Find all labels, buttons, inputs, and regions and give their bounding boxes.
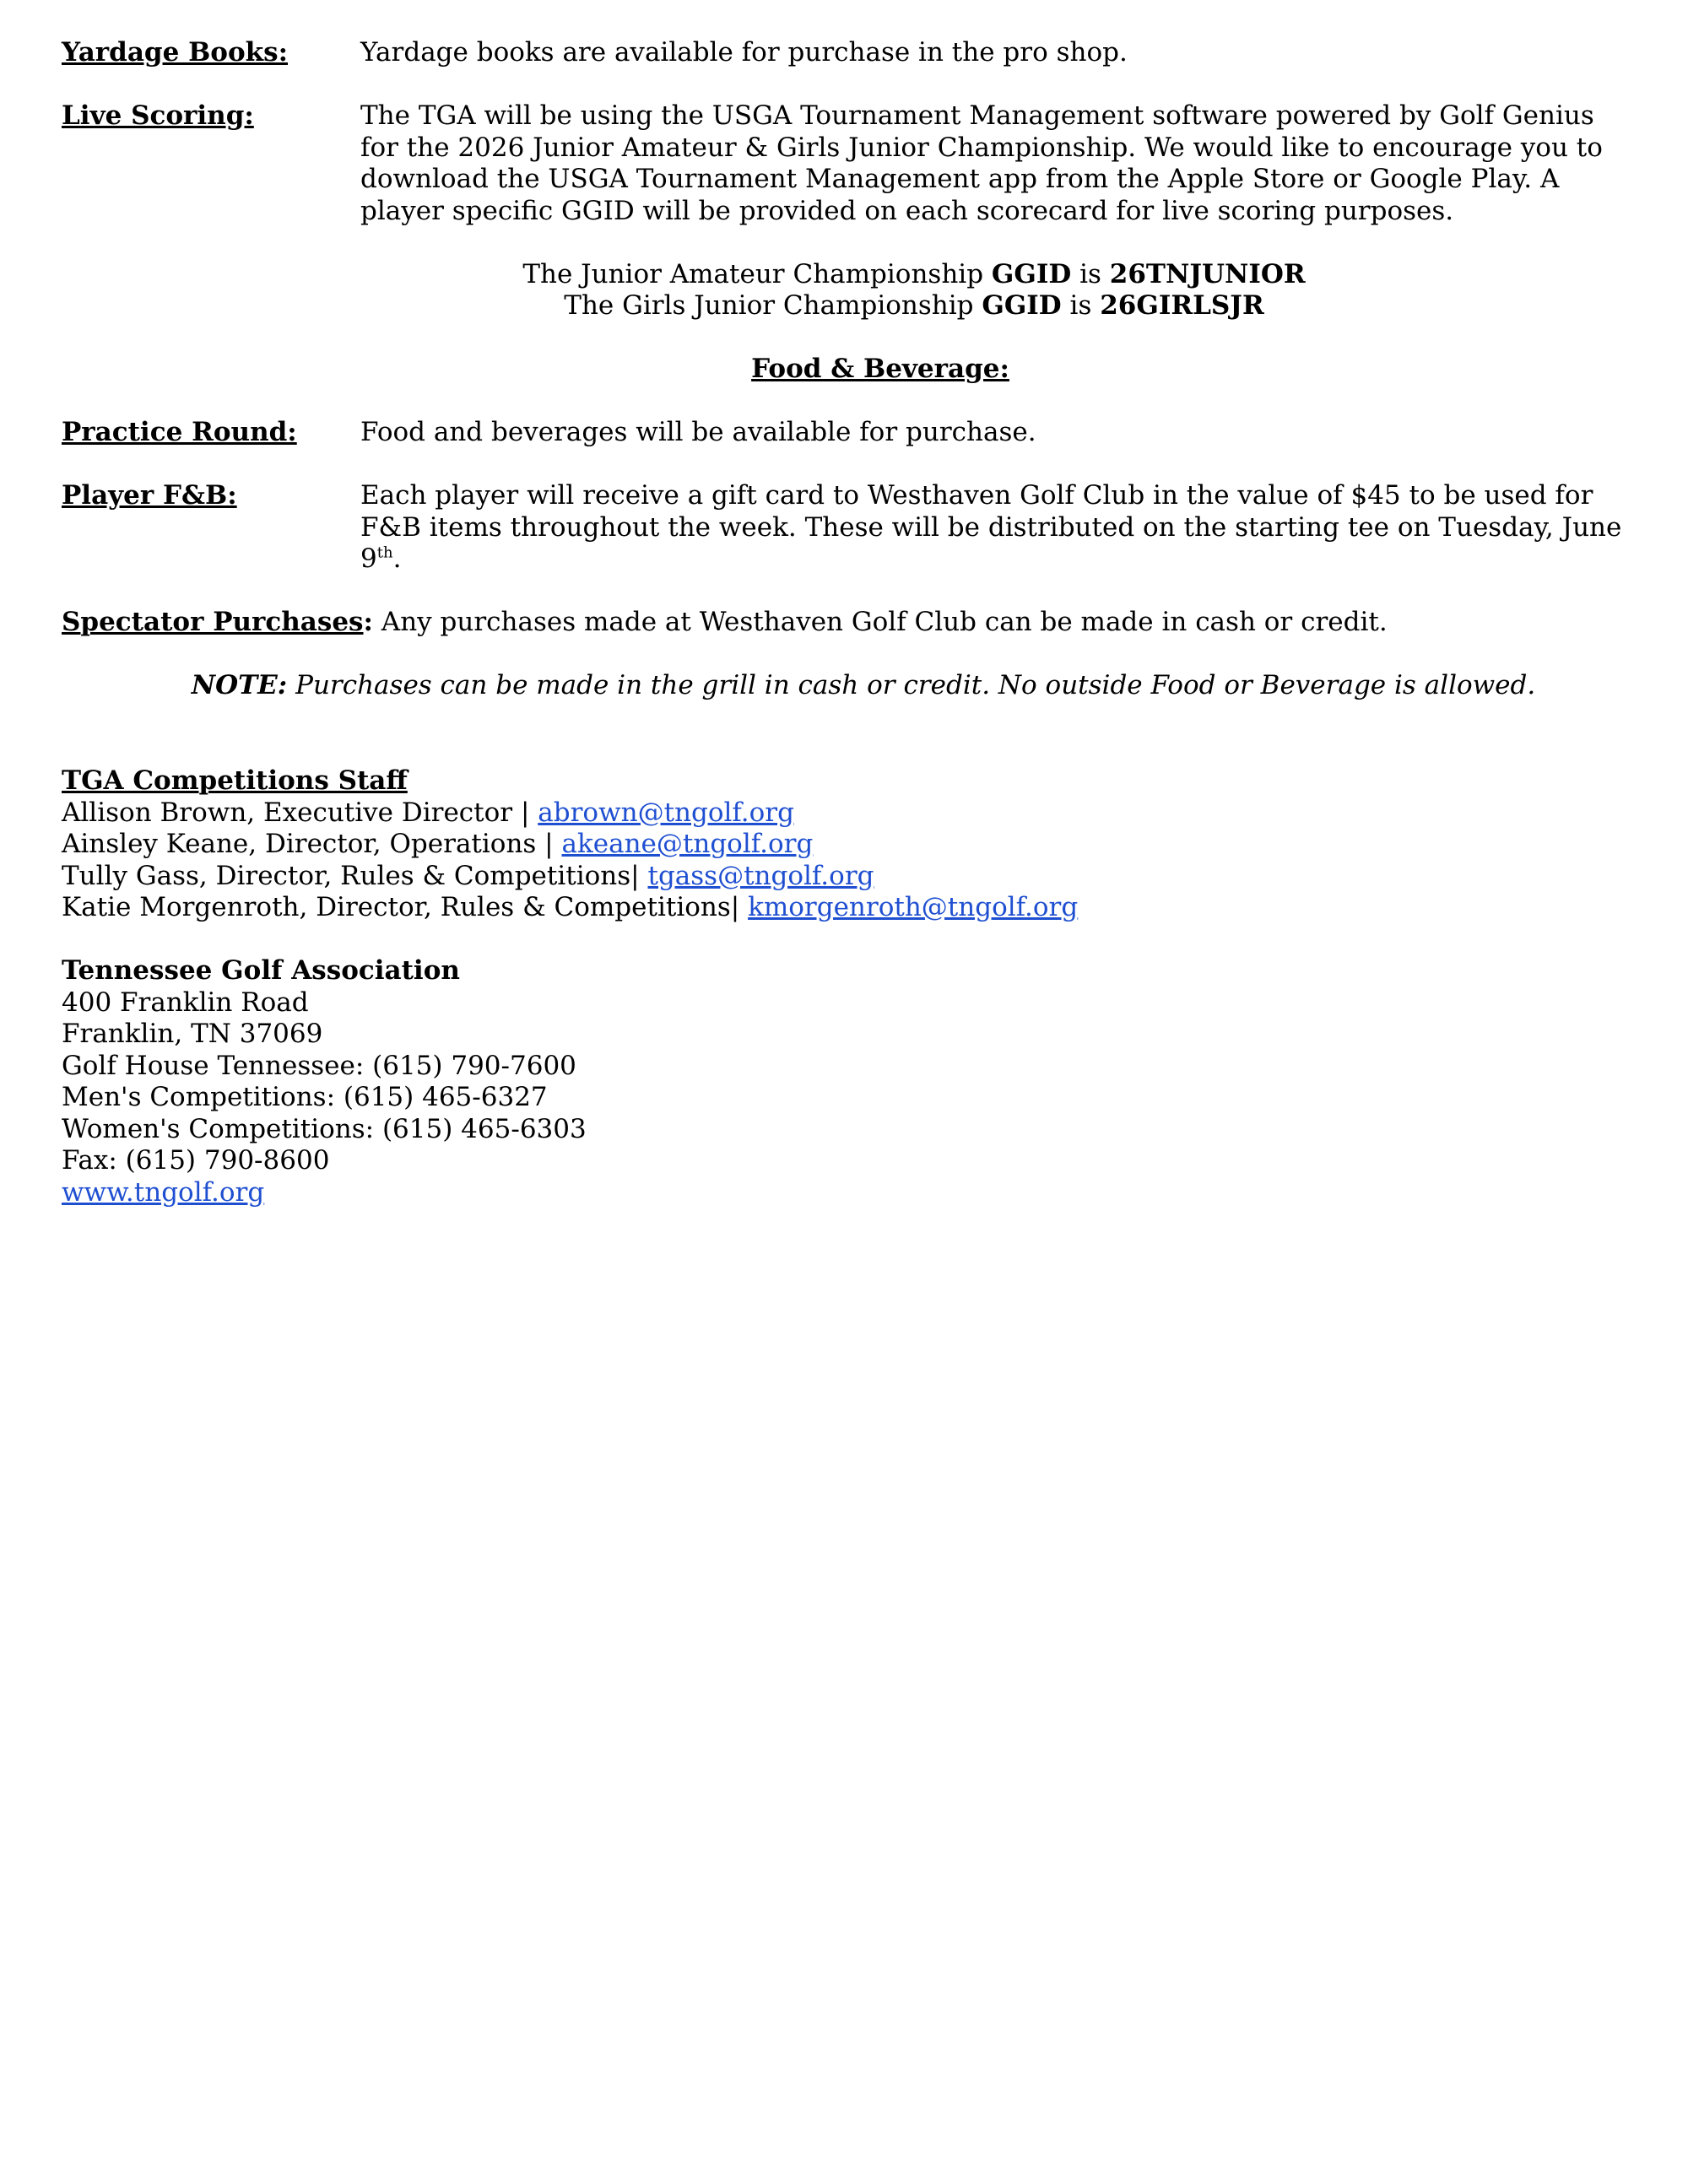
staff-member: Katie Morgenroth, Director, Rules & Competitions| kmorgenroth@tngolf.org bbox=[62, 892, 1079, 922]
yardage-row bbox=[62, 37, 1631, 69]
player-fb-row bbox=[62, 480, 1631, 576]
document-page bbox=[62, 37, 1631, 1208]
yardage-label: Yardage Books: bbox=[62, 37, 289, 68]
player-fb-text: Each player will receive a gift card to Westhaven Golf Club in the value of $45 to be used for F&B items throughout the week. These will be distributed on the starting tee on Tuesday, June 9th. bbox=[360, 480, 1622, 574]
fax: Fax: (615) 790-8600 bbox=[62, 1145, 330, 1176]
note-line bbox=[62, 670, 1631, 702]
email-link[interactable]: abrown@tngolf.org bbox=[538, 797, 794, 828]
staff-member: Tully Gass, Director, Rules & Competitions| tgass@tngolf.org bbox=[62, 860, 874, 891]
association-name: Tennessee Golf Association bbox=[62, 955, 460, 986]
staff-member: Ainsley Keane, Director, Operations | akeane@tngolf.org bbox=[62, 829, 814, 859]
note-text: Purchases can be made in the grill in cash or credit. No outside Food or Beverage is allowed. bbox=[287, 670, 1536, 700]
ggid-girls-line: The Girls Junior Championship GGID is 26GIRLSJR bbox=[564, 290, 1264, 321]
live-scoring-text: The TGA will be using the USGA Tournament Management software powered by Golf Genius for the 2026 Junior Amateur & Girls Junior Championship. We would like to encourage you to download the USGA Tournament Management app from the Apple Store or Google Play. A player specific GGID will be provided on each scorecard for live scoring purposes. bbox=[360, 100, 1603, 226]
player-fb-label: Player F&B: bbox=[62, 480, 237, 511]
staff-title: TGA Competitions Staff bbox=[62, 765, 408, 796]
ggid-junior-line: The Junior Amateur Championship GGID is 26TNJUNIOR bbox=[522, 258, 1306, 289]
practice-round-row bbox=[62, 417, 1631, 449]
email-link[interactable]: kmorgenroth@tngolf.org bbox=[748, 892, 1079, 922]
live-scoring-row bbox=[62, 100, 1631, 227]
phone-mens: Men's Competitions: (615) 465-6327 bbox=[62, 1082, 548, 1112]
staff-member: Allison Brown, Executive Director | abrown@tngolf.org bbox=[62, 797, 794, 828]
practice-round-label: Practice Round: bbox=[62, 417, 297, 447]
spectator-text: Any purchases made at Westhaven Golf Club can be made in cash or credit. bbox=[372, 607, 1388, 637]
phone-golf-house: Golf House Tennessee: (615) 790-7600 bbox=[62, 1050, 576, 1081]
ggid-girls-code: 26GIRLSJR bbox=[1100, 290, 1264, 321]
email-link[interactable]: tgass@tngolf.org bbox=[647, 860, 874, 891]
email-link[interactable]: akeane@tngolf.org bbox=[561, 829, 814, 859]
yardage-text: Yardage books are available for purchase in the pro shop. bbox=[360, 37, 1128, 68]
note-label: NOTE: bbox=[191, 670, 288, 700]
ggid-junior-code: 26TNJUNIOR bbox=[1109, 258, 1306, 289]
food-beverage-heading: Food & Beverage: bbox=[751, 354, 1009, 384]
website-link[interactable]: www.tngolf.org bbox=[62, 1176, 265, 1208]
association-address-line2: Franklin, TN 37069 bbox=[62, 1019, 323, 1049]
association-address-line1: 400 Franklin Road bbox=[62, 987, 309, 1018]
spectator-label: Spectator Purchases bbox=[62, 607, 364, 637]
practice-round-text: Food and beverages will be available for purchase. bbox=[360, 417, 1036, 447]
live-scoring-label: Live Scoring: bbox=[62, 100, 254, 131]
phone-womens: Women's Competitions: (615) 465-6303 bbox=[62, 1113, 587, 1144]
spectator-row: Spectator Purchases: Any purchases made at Westhaven Golf Club can be made in cash or credit. bbox=[62, 607, 1388, 637]
